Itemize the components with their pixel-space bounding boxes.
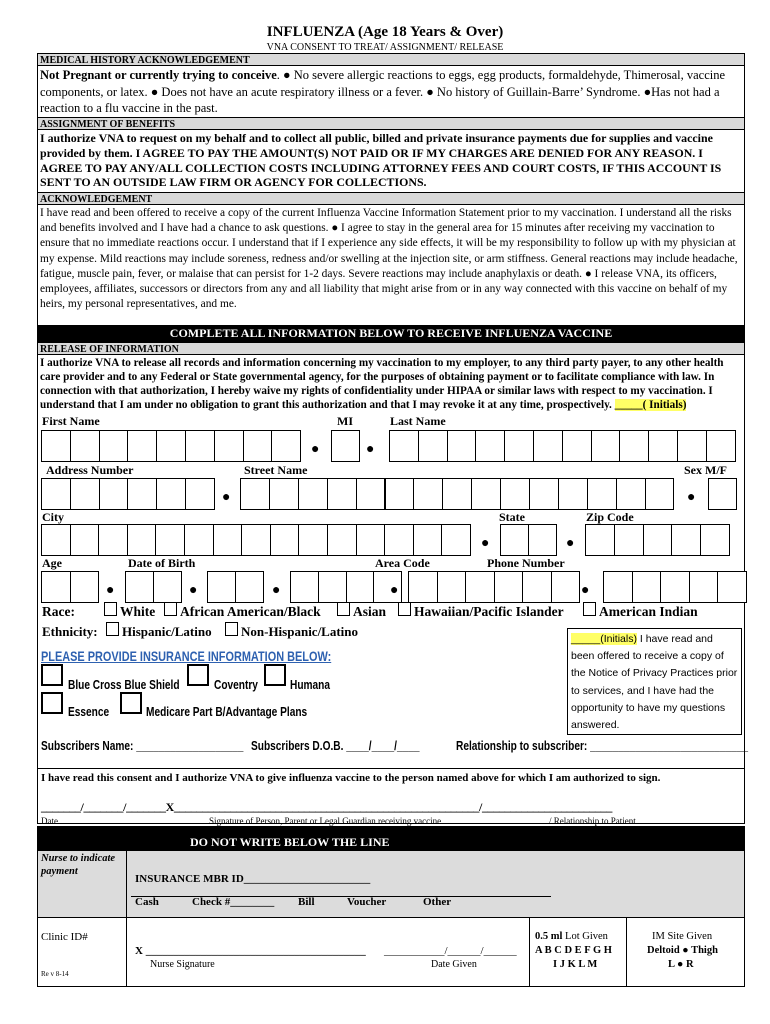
- lot-options-row1[interactable]: A B C D E F G H: [535, 945, 612, 956]
- age-char-box[interactable]: [70, 571, 100, 603]
- address-char-box[interactable]: [41, 478, 71, 510]
- payment-check[interactable]: Check #________: [192, 896, 275, 908]
- name-char-box[interactable]: [127, 430, 157, 462]
- insurance-mbr-field[interactable]: INSURANCE MBR ID_______________________: [135, 873, 371, 885]
- clinic-divider-3: [626, 917, 627, 987]
- assignment-text: I authorize VNA to request on my behalf and to collect all public, billed and private insurance payments due for supplies and vaccine provided by them. I AGREE TO PAY THE AMOUNT(S) NOT PAID OR IF MY CHARGES ARE DENIED FOR ANY REASON. I AGREE TO PAY ANY/ALL COLLECTION COSTS INCLUDING ATTORNEY FEES AND COURT COSTS, IF THIS ACCOUNT IS SENT TO AN OUTSIDE LAW FIRM OR AGENCY FOR COLLECTIONS.: [40, 131, 722, 190]
- payment-voucher[interactable]: Voucher: [347, 896, 387, 908]
- date-given-label: Date Given: [431, 959, 477, 970]
- city-char-box[interactable]: [441, 524, 471, 556]
- phone-label: Phone Number: [487, 556, 565, 570]
- address-char-box[interactable]: [413, 478, 443, 510]
- age-char-box[interactable]: [207, 571, 236, 603]
- last-name-label: Last Name: [390, 414, 446, 428]
- dose-label: 0.5 ml: [535, 931, 563, 942]
- release-text: [40, 356, 740, 412]
- medical-history-body: . ● No severe allergic reactions to eggs, egg products, formaldehyde, Thimerosal, vaccine components, or latex. ● Does not have an acute respiratory illness or a fever. ● No history of Guillain-Barre’ Syndrome. ●Has not had a reaction to a flu vaccine in the past.: [40, 68, 726, 115]
- name-char-box[interactable]: [648, 430, 678, 462]
- address-char-box[interactable]: [616, 478, 646, 510]
- race-hawaiian-label: Hawaiian/Pacific Islander: [414, 604, 564, 619]
- release-heading: RELEASE OF INFORMATION: [38, 342, 744, 355]
- street-name-label: Street Name: [244, 463, 308, 477]
- age-label: Age: [42, 556, 62, 570]
- relationship-subscriber-field[interactable]: Relationship to subscriber: ____________________________: [456, 738, 749, 753]
- city-char-box[interactable]: [643, 524, 673, 556]
- assignment-heading: ASSIGNMENT OF BENEFITS: [38, 117, 744, 130]
- clinic-divider-1: [126, 917, 127, 987]
- age-char-box[interactable]: [346, 571, 375, 603]
- insurance-medicare-label: Medicare Part B/Advantage Plans: [146, 704, 308, 719]
- insurance-coventry-label: Coventry: [214, 677, 258, 692]
- clinic-id-label: Clinic ID#: [41, 931, 88, 943]
- address-char-box[interactable]: [127, 478, 157, 510]
- age-char-box[interactable]: [318, 571, 347, 603]
- separator-dot-icon: ●: [272, 583, 281, 598]
- age-char-box[interactable]: [551, 571, 581, 603]
- city-char-box[interactable]: [700, 524, 730, 556]
- address-char-box[interactable]: [529, 478, 559, 510]
- nurse-signature-line[interactable]: X ________________________________________: [135, 945, 366, 957]
- age-char-box[interactable]: [437, 571, 467, 603]
- im-site-options-row2[interactable]: L ● R: [668, 959, 694, 970]
- payment-divider: [126, 850, 127, 918]
- name-char-box[interactable]: [185, 430, 215, 462]
- name-char-box[interactable]: [271, 430, 301, 462]
- age-char-box[interactable]: [153, 571, 182, 603]
- age-char-box[interactable]: [125, 571, 154, 603]
- consent-signature-label: Signature of Person, Parent or Legal Guardian receiving vaccine: [209, 816, 442, 826]
- race-label: Race:: [42, 604, 75, 619]
- subscriber-dob-field[interactable]: Subscribers D.O.B. ____/____/____: [251, 738, 420, 753]
- race-row: [42, 604, 75, 620]
- city-char-box[interactable]: [671, 524, 701, 556]
- city-char-box[interactable]: [155, 524, 185, 556]
- city-char-box[interactable]: [413, 524, 443, 556]
- lot-given-label: [535, 931, 608, 942]
- name-char-box[interactable]: [447, 430, 477, 462]
- insurance-medicare-checkbox[interactable]: [120, 692, 142, 714]
- ethnicity-hispanic-label: Hispanic/Latino: [122, 624, 212, 639]
- address-char-box[interactable]: [185, 478, 215, 510]
- address-char-box[interactable]: [269, 478, 299, 510]
- city-char-box[interactable]: [41, 524, 71, 556]
- acknowledgement-heading: ACKNOWLEDGEMENT: [38, 192, 744, 205]
- address-char-box[interactable]: [385, 478, 415, 510]
- age-char-box[interactable]: [41, 571, 71, 603]
- state-label: State: [499, 510, 525, 524]
- race-african-american-label: African American/Black: [180, 604, 321, 619]
- name-char-box[interactable]: [619, 430, 649, 462]
- ethnicity-non-hispanic-checkbox[interactable]: [225, 622, 238, 636]
- city-char-box[interactable]: [184, 524, 214, 556]
- area-code-label: Area Code: [375, 556, 430, 570]
- release-initials[interactable]: _____( Initials): [614, 399, 687, 411]
- payment-cash[interactable]: Cash: [135, 896, 159, 908]
- address-char-box[interactable]: [645, 478, 675, 510]
- city-char-box[interactable]: [500, 524, 529, 556]
- name-char-box[interactable]: [99, 430, 129, 462]
- separator-dot-icon: ●: [222, 490, 231, 505]
- separator-dot-icon: ●: [481, 536, 490, 551]
- dob-label: Date of Birth: [128, 556, 196, 570]
- ethnicity-non-hispanic-label: Non-Hispanic/Latino: [241, 624, 359, 639]
- age-char-box[interactable]: [235, 571, 264, 603]
- acknowledgement-text: I have read and been offered to receive a copy of the current Influenza Vaccine Information Statement prior to my vaccination. I understand all the risks and benefits involved and I have had a chance to ask questions. ● I agree to stay in the general area for 15 minutes after receiving my vaccination to ensure that no immediate reactions occur. I understand that if I experience any side effects, it will be my responsibility to follow up with my physician at my expense. Mild reactions may include soreness, redness and/or swelling at the injection site, or arm stiffness. General reactions may include headache, fatigue, muscle pain, fever, or malaise that can persist for 1-2 days. Severe reactions may include anaphylaxis or death. ● I release VNA, its officers, employees, affiliates, successors or directors from any and all liability that might arise from or in any way connected with this vaccine on behalf of my heirs, my personal representatives, and me.: [40, 207, 738, 311]
- insurance-bcbs-checkbox[interactable]: [41, 664, 63, 686]
- age-char-box[interactable]: [632, 571, 662, 603]
- do-not-write-text: DO NOT WRITE BELOW THE LINE: [190, 835, 390, 849]
- form-title: INFLUENZA (Age 18 Years & Over): [266, 24, 504, 40]
- race-american-indian-label: American Indian: [599, 604, 698, 619]
- address-char-box[interactable]: [558, 478, 588, 510]
- insurance-essence-checkbox[interactable]: [41, 692, 63, 714]
- address-char-box[interactable]: [240, 478, 270, 510]
- privacy-text: [571, 631, 739, 734]
- name-char-box[interactable]: [156, 430, 186, 462]
- not-pregnant-label: Not Pregnant or currently trying to conceive: [40, 68, 277, 82]
- name-char-box[interactable]: [475, 430, 505, 462]
- age-char-box[interactable]: [465, 571, 495, 603]
- insurance-coventry-checkbox[interactable]: [187, 664, 209, 686]
- ethnicity-label: Ethnicity:: [42, 624, 98, 639]
- address-char-box[interactable]: [356, 478, 386, 510]
- separator-dot-icon: ●: [366, 442, 375, 457]
- name-char-box[interactable]: [591, 430, 621, 462]
- race-white-checkbox[interactable]: [104, 602, 117, 616]
- city-char-box[interactable]: [356, 524, 386, 556]
- address-char-box[interactable]: [442, 478, 472, 510]
- race-american-indian-checkbox[interactable]: [583, 602, 596, 616]
- age-char-box[interactable]: [522, 571, 552, 603]
- consent-date-label: Date: [41, 816, 58, 826]
- medical-history-heading: MEDICAL HISTORY ACKNOWLEDGEMENT: [38, 53, 744, 66]
- address-char-box[interactable]: [99, 478, 129, 510]
- name-char-box[interactable]: [214, 430, 244, 462]
- lot-options-row2[interactable]: I J K L M: [553, 959, 598, 970]
- first-name-label: First Name: [42, 414, 100, 428]
- nurse-signature-label: Nurse Signature: [150, 959, 215, 970]
- city-char-box[interactable]: [270, 524, 300, 556]
- age-char-box[interactable]: [717, 571, 747, 603]
- date-given-line[interactable]: ___________/______/______: [384, 945, 517, 957]
- consent-relationship-label: / Relationship to Patient: [549, 816, 636, 826]
- insurance-heading: PLEASE PROVIDE INSURANCE INFORMATION BELOW:: [41, 648, 332, 664]
- separator-dot-icon: ●: [189, 583, 198, 598]
- city-char-box[interactable]: [614, 524, 644, 556]
- city-char-box[interactable]: [585, 524, 615, 556]
- zip-label: Zip Code: [586, 510, 634, 524]
- name-char-box[interactable]: [243, 430, 273, 462]
- insurance-essence-label: Essence: [68, 704, 110, 719]
- form-subtitle: VNA CONSENT TO TREAT/ ASSIGNMENT/ RELEASE: [266, 42, 504, 53]
- name-char-box[interactable]: [389, 430, 419, 462]
- city-char-box[interactable]: [528, 524, 557, 556]
- insurance-humana-checkbox[interactable]: [264, 664, 286, 686]
- race-white-label: White: [120, 604, 156, 619]
- race-asian-label: Asian: [353, 604, 387, 619]
- address-char-box[interactable]: [327, 478, 357, 510]
- privacy-initials[interactable]: _____(Initials): [571, 633, 637, 645]
- separator-dot-icon: ●: [687, 490, 696, 505]
- age-char-box[interactable]: [408, 571, 438, 603]
- mi-label: MI: [337, 414, 353, 428]
- city-char-box[interactable]: [98, 524, 128, 556]
- address-number-label: Address Number: [46, 463, 134, 477]
- payment-bill[interactable]: Bill: [298, 896, 315, 908]
- lot-given-text: Lot Given: [562, 931, 608, 942]
- race-african-american-checkbox[interactable]: [164, 602, 177, 616]
- city-char-box[interactable]: [327, 524, 357, 556]
- city-char-box[interactable]: [127, 524, 157, 556]
- privacy-body: I have read and been offered to receive a copy of the Notice of Privacy Practices prior to services, and I have had the opportunity to have my questions answered.: [571, 633, 738, 732]
- age-char-box[interactable]: [494, 571, 524, 603]
- clinic-divider-2: [529, 917, 530, 987]
- name-char-box[interactable]: [504, 430, 534, 462]
- city-char-box[interactable]: [213, 524, 243, 556]
- city-char-box[interactable]: [70, 524, 100, 556]
- insurance-humana-label: Humana: [290, 677, 331, 692]
- nurse-indicate-label: Nurse to indicate payment: [41, 853, 116, 877]
- im-site-label: IM Site Given: [652, 931, 713, 942]
- name-char-box[interactable]: [41, 430, 71, 462]
- address-char-box[interactable]: [500, 478, 530, 510]
- city-char-box[interactable]: [298, 524, 328, 556]
- race-asian-checkbox[interactable]: [337, 602, 350, 616]
- consent-divider: [37, 768, 745, 769]
- do-not-write-bar: [37, 826, 745, 850]
- name-char-box[interactable]: [706, 430, 736, 462]
- name-char-box[interactable]: [677, 430, 707, 462]
- sex-label: Sex M/F: [684, 463, 727, 477]
- name-char-box[interactable]: [562, 430, 592, 462]
- age-char-box[interactable]: [689, 571, 719, 603]
- insurance-bcbs-label: Blue Cross Blue Shield: [68, 677, 180, 692]
- address-char-box[interactable]: [70, 478, 100, 510]
- age-char-box[interactable]: [290, 571, 319, 603]
- medical-history-text: [40, 67, 740, 117]
- name-char-box[interactable]: [70, 430, 100, 462]
- address-char-box[interactable]: [156, 478, 186, 510]
- address-char-box[interactable]: [471, 478, 501, 510]
- name-char-box[interactable]: [331, 430, 360, 462]
- race-hawaiian-checkbox[interactable]: [398, 602, 411, 616]
- im-site-options-row1[interactable]: Deltoid ● Thigh: [647, 945, 718, 956]
- city-char-box[interactable]: [384, 524, 414, 556]
- separator-dot-icon: ●: [311, 442, 320, 457]
- name-char-box[interactable]: [418, 430, 448, 462]
- subscriber-name-field[interactable]: Subscribers Name: ___________________: [41, 738, 244, 753]
- address-char-box[interactable]: [708, 478, 737, 510]
- address-char-box[interactable]: [298, 478, 328, 510]
- consent-text: I have read this consent and I authorize VNA to give influenza vaccine to the person named above for which I am authorized to sign.: [41, 772, 661, 784]
- separator-dot-icon: ●: [106, 583, 115, 598]
- separator-dot-icon: ●: [581, 583, 590, 598]
- separator-dot-icon: ●: [390, 583, 399, 598]
- consent-signature-line[interactable]: _______/_______/_______X______________________________________________________/_______________________: [41, 800, 612, 814]
- revision-label: Re v 8-14: [41, 970, 69, 978]
- age-char-box[interactable]: [603, 571, 633, 603]
- age-char-box[interactable]: [660, 571, 690, 603]
- city-char-box[interactable]: [241, 524, 271, 556]
- city-label: City: [42, 510, 64, 524]
- address-char-box[interactable]: [587, 478, 617, 510]
- name-char-box[interactable]: [533, 430, 563, 462]
- payment-other[interactable]: Other: [423, 896, 452, 908]
- ethnicity-hispanic-checkbox[interactable]: [106, 622, 119, 636]
- complete-info-bar: COMPLETE ALL INFORMATION BELOW TO RECEIVE INFLUENZA VACCINE: [38, 325, 744, 342]
- release-body: I authorize VNA to release all records and information concerning my vaccination to my employer, to any third party payer, to any other health care provider and to any Federal or State governmental agency, for the purposes of obtaining payment or to facilitate compliance with law. In connection with that authorization, I hereby waive my rights of confidentiality under HIPAA or similar laws with respect to my vaccination. I understand that I am under no obligation to grant this authorization and that I may revoke it at any time, prospectively.: [40, 357, 724, 411]
- separator-dot-icon: ●: [566, 536, 575, 551]
